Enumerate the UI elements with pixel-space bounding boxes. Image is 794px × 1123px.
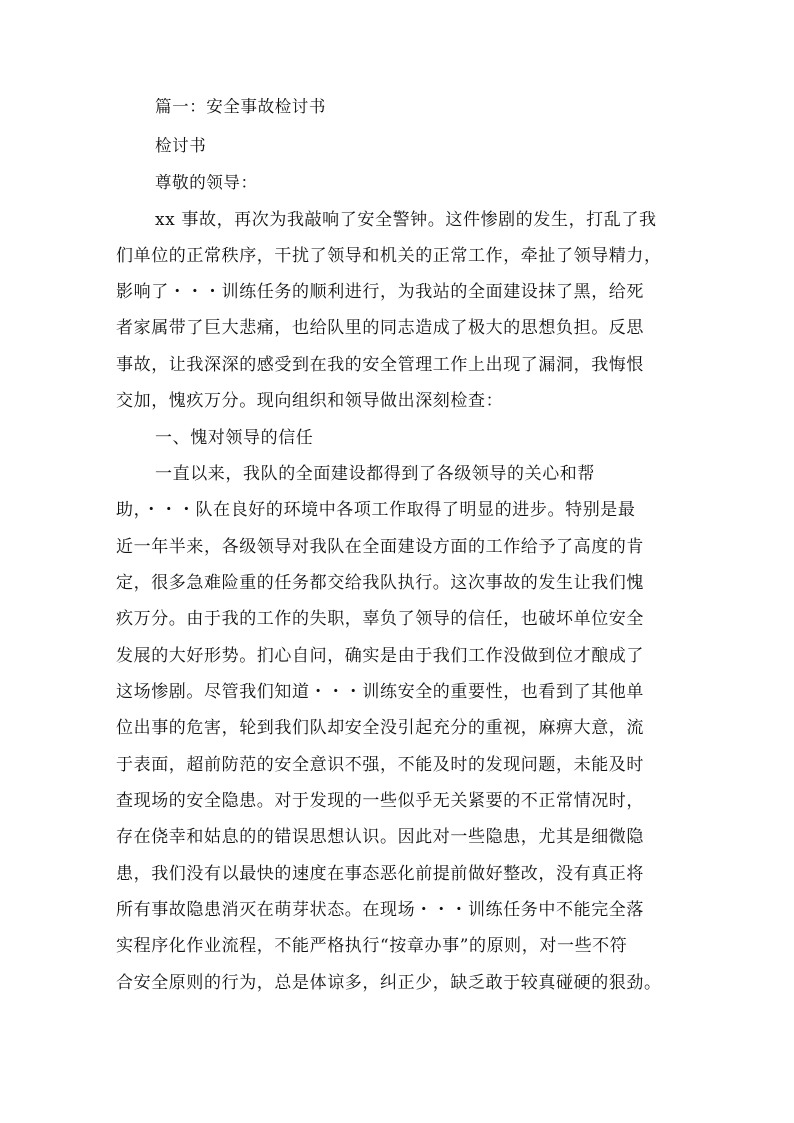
salutation: 尊敬的领导：: [155, 173, 258, 192]
paragraph-line: 定，很多急难险重的任务都交给我队执行。这次事故的发生让我们愧: [116, 573, 644, 593]
paragraph-line: 患，我们没有以最快的速度在事态恶化前提前做好整改，没有真正将: [116, 864, 644, 884]
paragraph-line: 助，・・・队在良好的环境中各项工作取得了明显的进步。特别是最: [116, 500, 636, 520]
paragraph-line: 疚万分。由于我的工作的失职，辜负了领导的信任，也破坏单位安全: [116, 609, 644, 629]
section-title: 一、愧对领导的信任: [155, 428, 314, 448]
document-subtitle: 检讨书: [155, 136, 207, 155]
paragraph-line: 实程序化作业流程，不能严格执行“按章办事”的原则，对一些不符: [116, 936, 628, 956]
paragraph-line: 影响了・・・训练任务的顺利进行，为我站的全面建设抹了黑，给死: [116, 282, 644, 302]
paragraph-line: 位出事的危害，轮到我们队却安全没引起充分的重视，麻痹大意，流: [116, 718, 644, 738]
paragraph-line: 者家属带了巨大悲痛，也给队里的同志造成了极大的思想负担。反思: [116, 318, 644, 338]
paragraph-line: 一直以来，我队的全面建设都得到了各级领导的关心和帮: [155, 464, 595, 484]
paragraph-line: 近一年半来，各级领导对我队在全面建设方面的工作给予了高度的肯: [116, 537, 644, 557]
paragraph-line: 于表面，超前防范的安全意识不强，不能及时的发现问题，未能及时: [116, 755, 644, 775]
paragraph-line: 发展的大好形势。扪心自问，确实是由于我们工作没做到位才酿成了: [116, 646, 644, 666]
paragraph-line: 们单位的正常秩序，干扰了领导和机关的正常工作，牵扯了领导精力，: [116, 246, 662, 266]
paragraph-line: xx 事故，再次为我敲响了安全警钟。这件惨剧的发生，打乱了我: [155, 210, 657, 230]
paragraph-line: 事故，让我深深的感受到在我的安全管理工作上出现了漏洞，我悔恨: [116, 355, 644, 375]
paragraph-line: 存在侥幸和姑息的的错误思想认识。因此对一些隐患，尤其是细微隐: [116, 827, 644, 847]
paragraph-line: 查现场的安全隐患。对于发现的一些似乎无关紧要的不正常情况时，: [116, 791, 644, 811]
document-heading: 篇一：安全事故检讨书: [155, 97, 326, 116]
paragraph-line: 所有事故隐患消灭在萌芽状态。在现场・・・训练任务中不能完全落: [116, 900, 644, 920]
paragraph-line: 这场惨剧。尽管我们知道・・・训练安全的重要性，也看到了其他单: [116, 682, 644, 702]
paragraph-line: 交加，愧疚万分。现向组织和领导做出深刻检查：: [116, 391, 504, 411]
paragraph-line: 合安全原则的行为，总是体谅多，纠正少，缺乏敢于较真碰硬的狠劲。: [116, 973, 662, 993]
